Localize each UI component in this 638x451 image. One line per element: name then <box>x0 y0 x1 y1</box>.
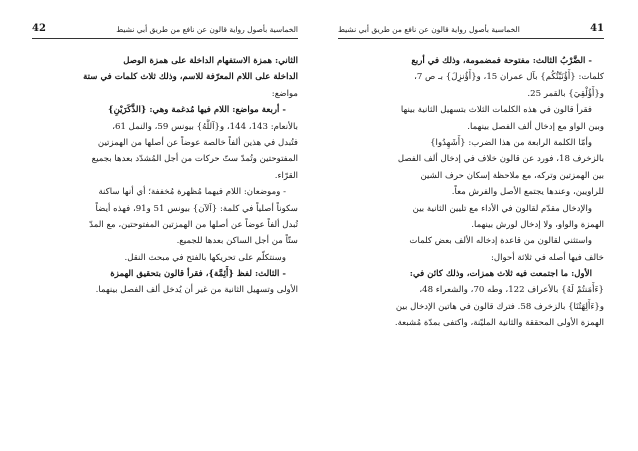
paragraph-line: الهمزة والواو، ولا إدخال لورش بينهما. <box>471 219 604 230</box>
paragraph-line: للراويين، وعندها يجتمع الأصل والفرش معاً. <box>451 187 604 198</box>
paragraph-line: المفتوحتين وتُمدّ ستّ حركات من أجل المُشدّد بعدها بجميع <box>91 154 298 165</box>
paragraph-line: الثاني: همزة الاستفهام الداخلة على همزة الوصل <box>123 56 298 66</box>
right-page <box>338 22 604 442</box>
left-page-body <box>32 53 298 299</box>
paragraph-line: بالأنعام: 143، 144، و{آللَّهُ} بيونس 59، والنمل 61، <box>112 121 298 132</box>
paragraph-line: الأول: ما اجتمعت فيه ثلاث همزات، وذلك كائن في: <box>409 269 592 280</box>
paragraph-line: وبين الواو مع إدخال ألف الفصل بينهما. <box>467 121 604 132</box>
right-page-number: 41 <box>590 23 604 34</box>
paragraph-line: تُبدل ألفاً عوضاً عن أصلها من الهمزتين المفتوحتين، مع المدّ <box>89 219 298 230</box>
left-page-number: 42 <box>32 23 46 34</box>
paragraph-line: وأمّا الكلمة الرابعة من هذا الضرب: {أَشَهِدُوا} <box>430 137 592 148</box>
paragraph-line: و{ءَأَلِهَتُنَا} بالزخرف 58. فترك قالون في هاتين الإدخال بين <box>395 301 604 312</box>
paragraph-line: الداخلة على اللام المعرّفة للاسم، وذلك ثلاث كلمات في ستة <box>83 72 298 83</box>
paragraph-line: القرّاء. <box>274 170 298 181</box>
paragraph-line: فتُبدل في هذين ألفاً خالصة عوضاً عن أصلها من الهمزتين <box>97 137 298 148</box>
paragraph-line: والإدخال مقدّم لقالون في الأداء مع تليين الثانية بين <box>412 203 592 214</box>
paragraph-line: كلمات: {أَؤُنَبِّئُكُم} بآل عمران 15، و{أَؤُنزِلَ} بـ ص 7، <box>414 72 604 83</box>
paragraph-line: - أربعة مواضع: اللام فيها مُدغمة وهي: {الذَّكَرَيْنِ} <box>108 105 286 116</box>
paragraph-line: و{أَؤُلْقِيَ} بالقمر 25. <box>527 88 604 99</box>
paragraph-line: - الضَّرْبُ الثالث: مفتوحة فمضمومة، وذلك في أربع <box>411 56 592 66</box>
right-running-title: الخماسية بأصول رواية قالون عن نافع من طريق أبي نشيط <box>338 25 520 34</box>
paragraph-line: الأولى وتسهيل الثانية من غير أن يُدخل ألف الفصل بينهما. <box>95 285 298 296</box>
paragraph-line: سكوناً أصلياً في كلمة: {آلآن} بيونس 51 و91، فهذه أيضاً <box>95 203 298 214</box>
paragraph-line: فقرأ قالون في هذه الكلمات الثلاث بتسهيل الثانية بينها <box>400 105 592 116</box>
paragraph-line: بين الهمزتين وتركه، مع ملاحظة إسكان حرف الشين <box>420 170 604 181</box>
right-page-header <box>338 22 604 39</box>
left-running-title: الخماسية بأصول رواية قالون عن نافع من طريق أبي نشيط <box>116 25 298 34</box>
paragraph-line: واستثني لقالون من قاعدة إدخاله الألف بعض كلمات <box>409 236 592 247</box>
paragraph-line: خالف فيها أصله في ثلاثة أحوال: <box>491 252 604 263</box>
right-page-body <box>338 53 604 332</box>
paragraph-line: - الثالث: لفظ {أَئِمَّة}، فقرأ قالون بتحقيق الهمزة <box>110 269 286 280</box>
paragraph-line: الهمزة الأولى المحققة والثانية المليّنة، واكتفى بمدّة مُشبعة. <box>394 318 604 329</box>
paragraph-line: - وموضعان: اللام فيهما مُظهرة مُخففة؛ أي أنها ساكنة <box>98 187 286 198</box>
left-page <box>32 22 298 442</box>
left-page-header <box>32 22 298 39</box>
paragraph-line: مواضع: <box>271 88 298 99</box>
paragraph-line: بالزخرف 18، فورد عن قالون خلاف في إدخال ألف الفصل <box>397 154 604 165</box>
paragraph-line: ستّاً من أجل الساكن بعدها للجميع. <box>176 236 298 247</box>
paragraph-line: {ءَأَمَنتُمْ لَهُ} بالأعراف 122، وطه 70، والشعراء 48، <box>419 285 604 296</box>
paragraph-line: وسنتكلّم على تحريكها بالفتح في مبحث النقل. <box>124 252 286 263</box>
